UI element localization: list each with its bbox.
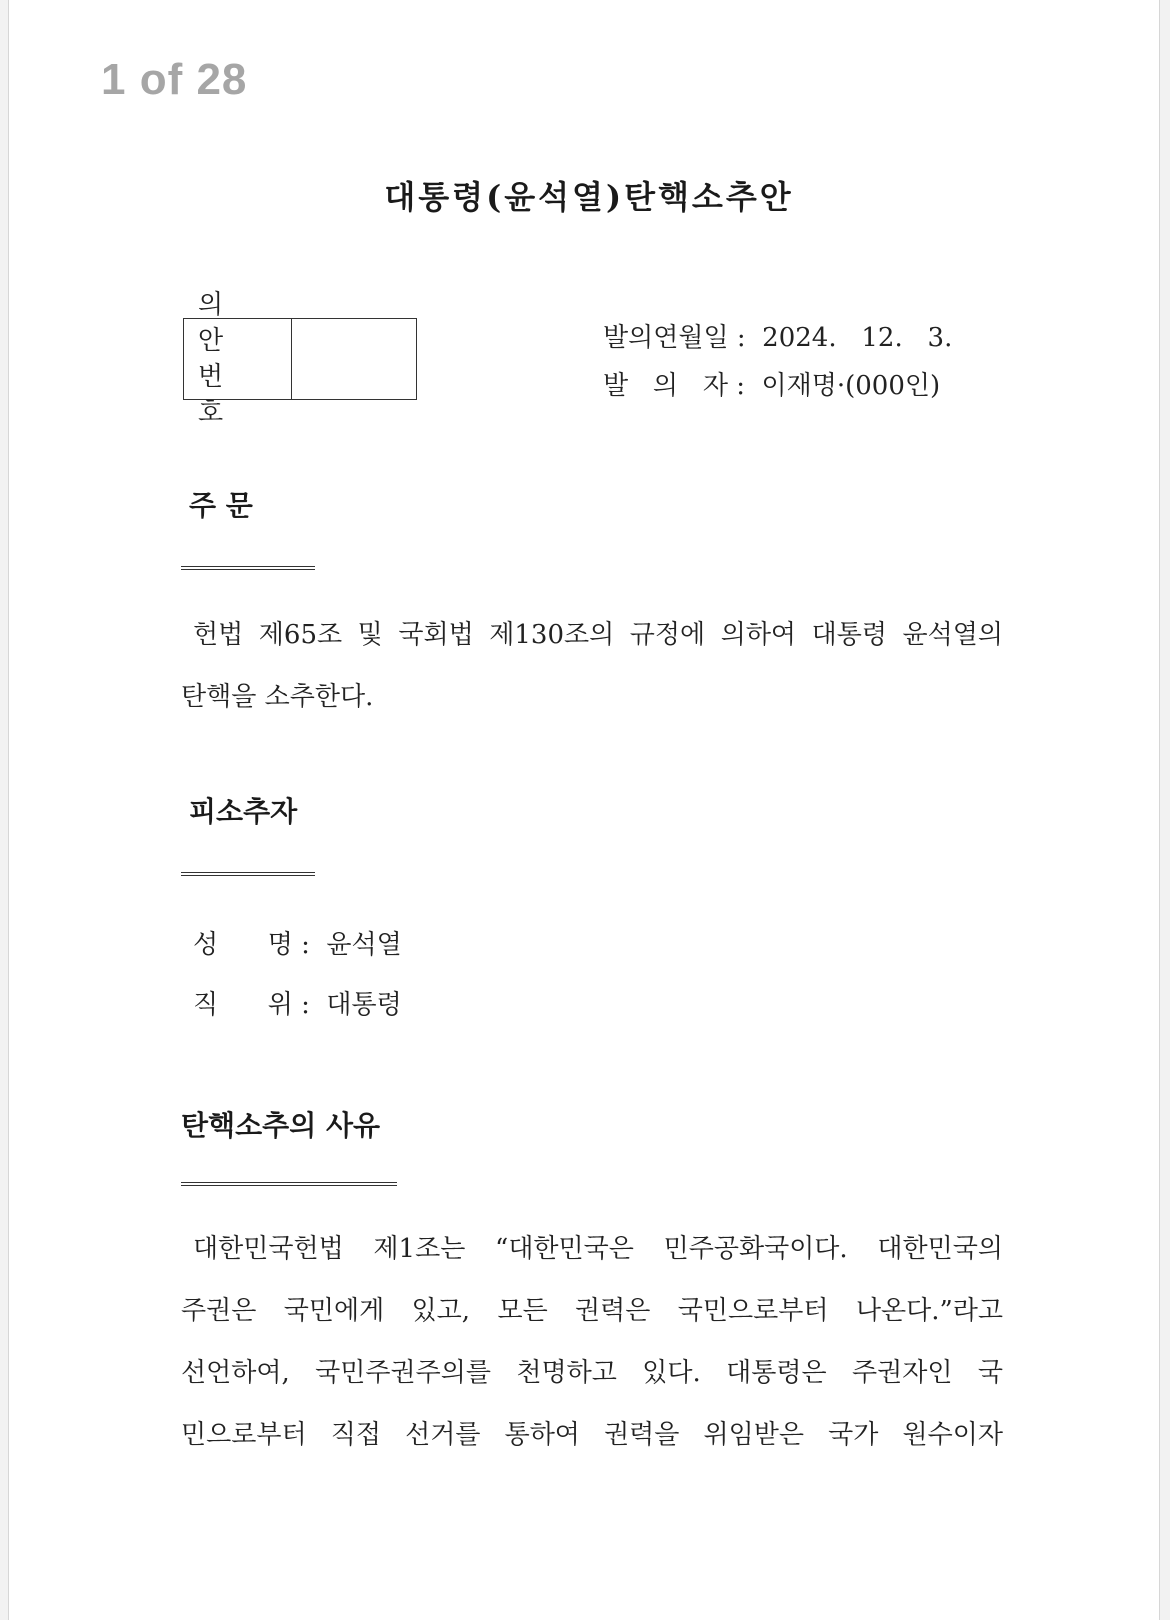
document-title: 대통령(윤석열)탄핵소추안	[384, 178, 794, 216]
grounds-paragraph	[181, 1218, 1003, 1466]
proposal-date-label: 발의연월일	[603, 323, 729, 353]
order-paragraph	[181, 604, 1003, 728]
respondent-name-label: 성 명	[193, 930, 293, 960]
order-line-1: 헌법 제65조 및 국회법 제130조의 규정에 의하여 대통령 윤석열의	[193, 620, 1003, 650]
bill-number-value	[292, 319, 416, 399]
respondent-position-row: 직 위 : 대통령	[193, 990, 402, 1020]
grounds-line-4: 민으로부터 직접 선거를 통하여 권력을 위임받은 국가 원수이자	[181, 1420, 1003, 1450]
proposal-date-value: 2024. 12. 3.	[762, 323, 953, 353]
section-heading-grounds: 탄핵소추의 사유	[181, 1109, 381, 1142]
grounds-line-3: 선언하여, 국민주권주의를 천명하고 있다. 대통령은 주권자인 국	[181, 1358, 1003, 1388]
section-heading-order: 주 문	[189, 489, 253, 522]
respondent-name-row: 성 명 : 윤석열	[193, 930, 402, 960]
bill-number-label-line2: 번 호	[198, 362, 238, 428]
respondent-position-value: 대통령	[326, 990, 402, 1020]
respondent-name-value: 윤석열	[326, 930, 402, 960]
proposal-date-row: 발의연월일 : 2024. 12. 3.	[603, 323, 953, 353]
proposer-row: 발 의 자 : 이재명·(000인)	[603, 371, 941, 401]
respondent-position-label: 직 위	[193, 990, 293, 1020]
section-underline-grounds	[181, 1182, 397, 1186]
section-underline-order	[181, 566, 315, 570]
section-underline-respondent	[181, 872, 315, 876]
bill-number-label-line1: 의 안	[198, 290, 238, 356]
proposer-label: 발 의 자	[603, 371, 728, 401]
section-heading-respondent: 피소추자	[189, 795, 298, 828]
bill-number-label	[184, 290, 292, 428]
document-page	[8, 0, 1160, 1620]
order-line-2: 탄핵을 소추한다.	[181, 682, 374, 712]
proposer-value: 이재명·(000인)	[761, 371, 941, 401]
bill-number-box	[183, 290, 417, 428]
grounds-line-2: 주권은 국민에게 있고, 모든 권력은 국민으로부터 나온다.”라고	[181, 1296, 1003, 1326]
page-indicator: 1 of 28	[101, 55, 248, 104]
grounds-line-1: 대한민국헌법 제1조는 “대한민국은 민주공화국이다. 대한민국의	[193, 1234, 1003, 1264]
bill-meta	[603, 314, 952, 410]
